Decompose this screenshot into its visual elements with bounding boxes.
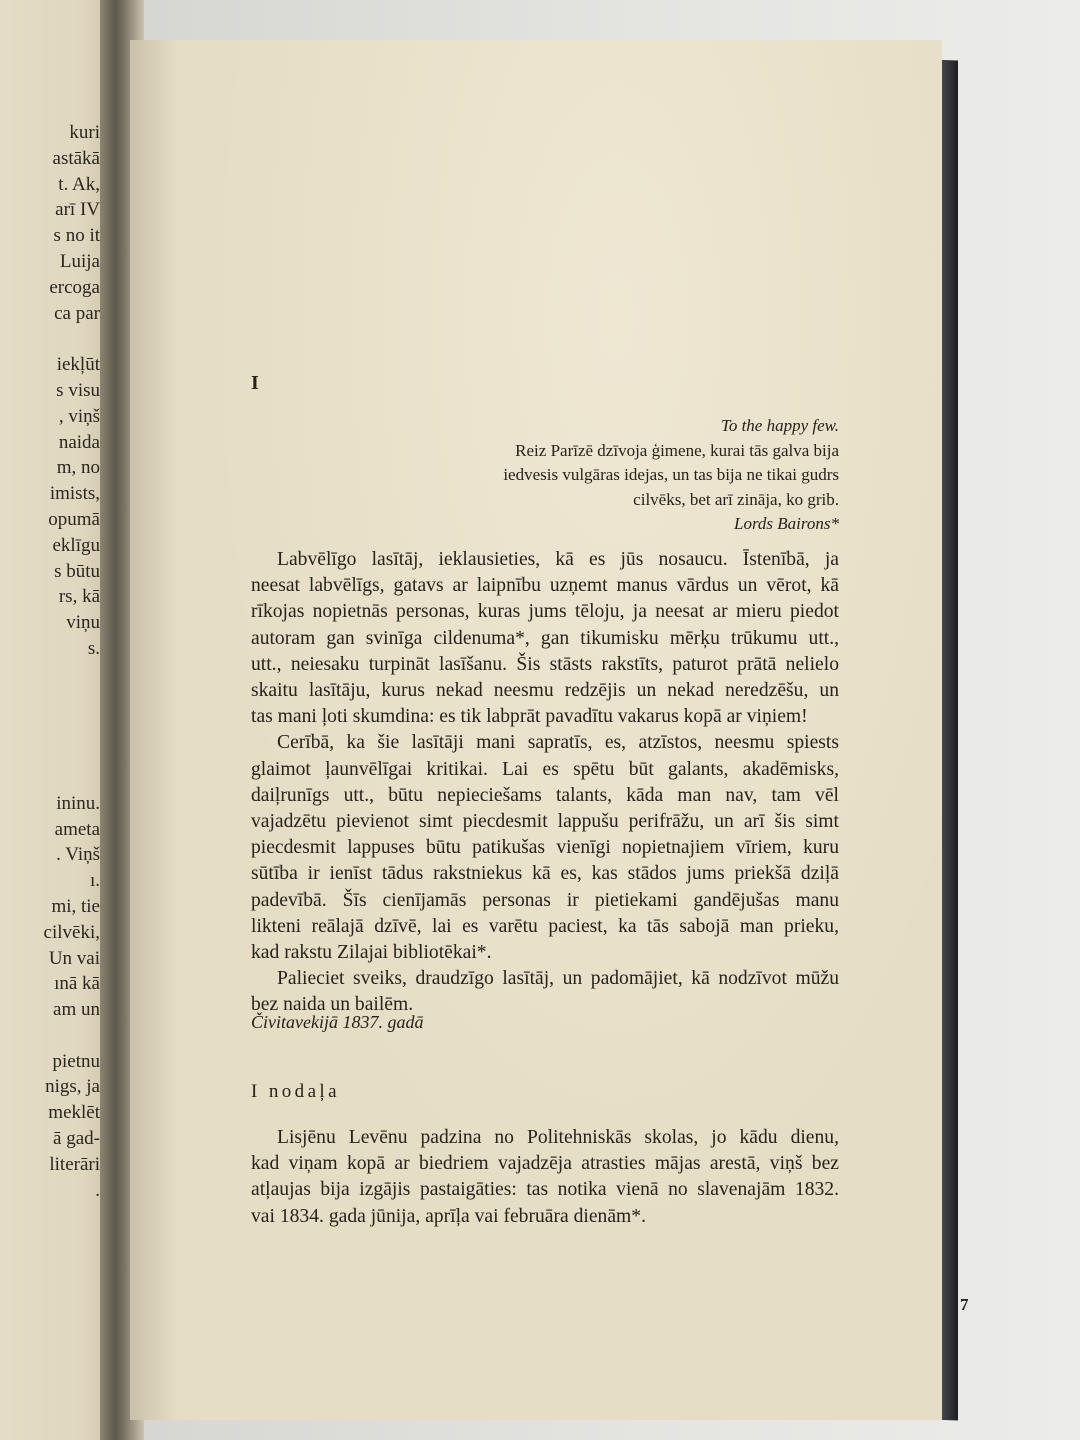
text-line: atļaujas bija izgājis pastaigāties: tas notika vienā no slavenajām 1832. [251,1179,839,1201]
left-line: opumā [48,508,100,530]
text-line: utt., neiesaku turpināt lasīšanu. Šis stāsts rakstīts, paturot prātā nelielo [251,653,839,675]
text-line: daiļrunīgs utt., būtu nepieciešams talants, kāda man nav, tam vēl [251,784,839,806]
text-line: sūtība ir ienīst tādus rakstniekus kā es, kas stādos jums priekšā dziļā [251,863,839,885]
left-line: astākā [52,147,100,169]
left-line: ca par [54,302,100,324]
text-line: Palieciet sveiks, draudzīgo lasītāj, un padomājiet, kā nodzīvot mūžu [277,968,839,990]
left-line: s. [87,637,100,659]
epigraph-attribution: Lords Bairons* [733,514,839,533]
left-line: . Viņš [56,844,100,866]
epigraph-quote-line: cilvēks, bet arī zināja, ko grib. [633,489,839,509]
left-line: eklīgu [52,534,100,556]
left-line: pietnu [52,1050,100,1072]
left-line: mi, tie [51,895,100,917]
preface-text [251,547,839,1019]
left-line: imists, [49,483,100,505]
text-line: padevībā. Šīs cienījamās personas ir pietiekami gandējušas manu [251,889,839,911]
left-line [0,662,100,688]
left-line [0,1023,100,1049]
left-line: t. Ak, [58,173,100,195]
text-line: Lisjēnu Levēnu padzina no Politehniskās skolas, jo kādu dienu, [277,1127,839,1148]
epigraph-quote-line: iedvesis vulgāras idejas, un tas bija ne tikai gudrs [503,465,839,484]
left-line: , viņš [58,405,100,427]
text-line: piecdesmit lappuses būtu patikušas vienīgi nopietnajiem vīriem, kuru [251,837,839,859]
text-line: kad rakstu Zilajai bibliotēkai*. [251,942,492,964]
place-date: Čivitavekijā 1837. gadā [251,1012,424,1032]
left-line: iekļūt [56,354,100,376]
chapter-text [251,1125,839,1230]
section-numeral: I [251,372,260,394]
left-line: s no it [53,225,100,247]
text-line: kad viņam kopā ar biedriem vajadzēja atrasties mājas arestā, viņš bez [251,1153,839,1175]
text-line: glaimot ļaunvēlīgai kritikai. Lai es spētu būt galants, akadēmisks, [251,758,839,780]
left-line: kuri [69,122,100,143]
left-line: ı. [89,870,100,892]
text-line: vai 1834. gada jūnija, aprīļa vai februāra dienām*. [251,1205,646,1227]
left-line [0,326,100,352]
epigraph [251,414,839,537]
left-line [0,739,100,765]
left-line [0,713,100,739]
left-line: naida [58,431,100,453]
left-line: . [95,1179,100,1201]
left-line: ameta [54,818,100,840]
text-line: vajadzētu pievienot simt piecdesmit lappušu perifrāžu, un arī šis simt [251,811,839,833]
left-line [0,688,100,714]
epigraph-quote-line: Reiz Parīzē dzīvoja ģimene, kurai tās galva bija [515,440,839,460]
left-line: ā gad- [53,1128,100,1150]
left-line: meklēt [48,1102,100,1124]
left-line: s visu [56,379,100,401]
page-number: 7 [960,1295,969,1314]
left-line: cilvēki, [43,921,100,943]
epigraph-dedication: To the happy few. [720,416,839,435]
left-line: viņu [66,612,100,634]
left-line: m, no [56,457,100,479]
left-line: literāri [49,1153,100,1175]
left-line: ınā kā [54,973,100,995]
left-line: Luija [59,250,100,272]
text-line: bez naida un bailēm. [251,994,414,1016]
text-line: Labvēlīgo lasītāj, ieklausieties, kā es jūs nosaucu. Īstenībā, ja [277,549,839,570]
left-line: s būtu [54,560,100,582]
left-line: nigs, ja [45,1076,100,1098]
text-line: tas mani ļoti skumdina: es tik labprāt pavadītu vakarus kopā ar viņiem! [251,706,808,728]
chapter-heading: I nodaļa [251,1081,340,1102]
left-line: ininu. [56,792,100,814]
left-line: Un vai [48,947,100,969]
left-page-text [0,120,100,1203]
right-page [130,40,969,1420]
text-line: neesat labvēlīgs, gatavs ar laipnību uzņemt manus vārdus un vērot, kā [251,575,839,597]
text-line: likteni reālajā dzīvē, lai es varētu paciest, ka tās sabojā man prieku, [251,915,839,937]
left-line [0,765,100,791]
left-line: ercoga [49,276,100,298]
text-line: autoram gan svinīga cildenuma*, gan tikumisku mērķu trūkumu utt., [251,627,839,649]
left-line: rs, kā [58,586,100,608]
left-line: am un [53,999,100,1021]
text-line: skaitu lasītāju, kurus nekad neesmu redzējis un nekad neredzēšu, un [251,680,839,702]
text-line: rīkojas nopietnās personas, kuras jums tēloju, ja neesat ar mieru piedot [251,601,839,623]
text-line: Cerībā, ka šie lasītāji mani sapratīs, es, atzīstos, neesmu spiests [277,732,839,754]
left-line: arī IV [55,199,100,221]
